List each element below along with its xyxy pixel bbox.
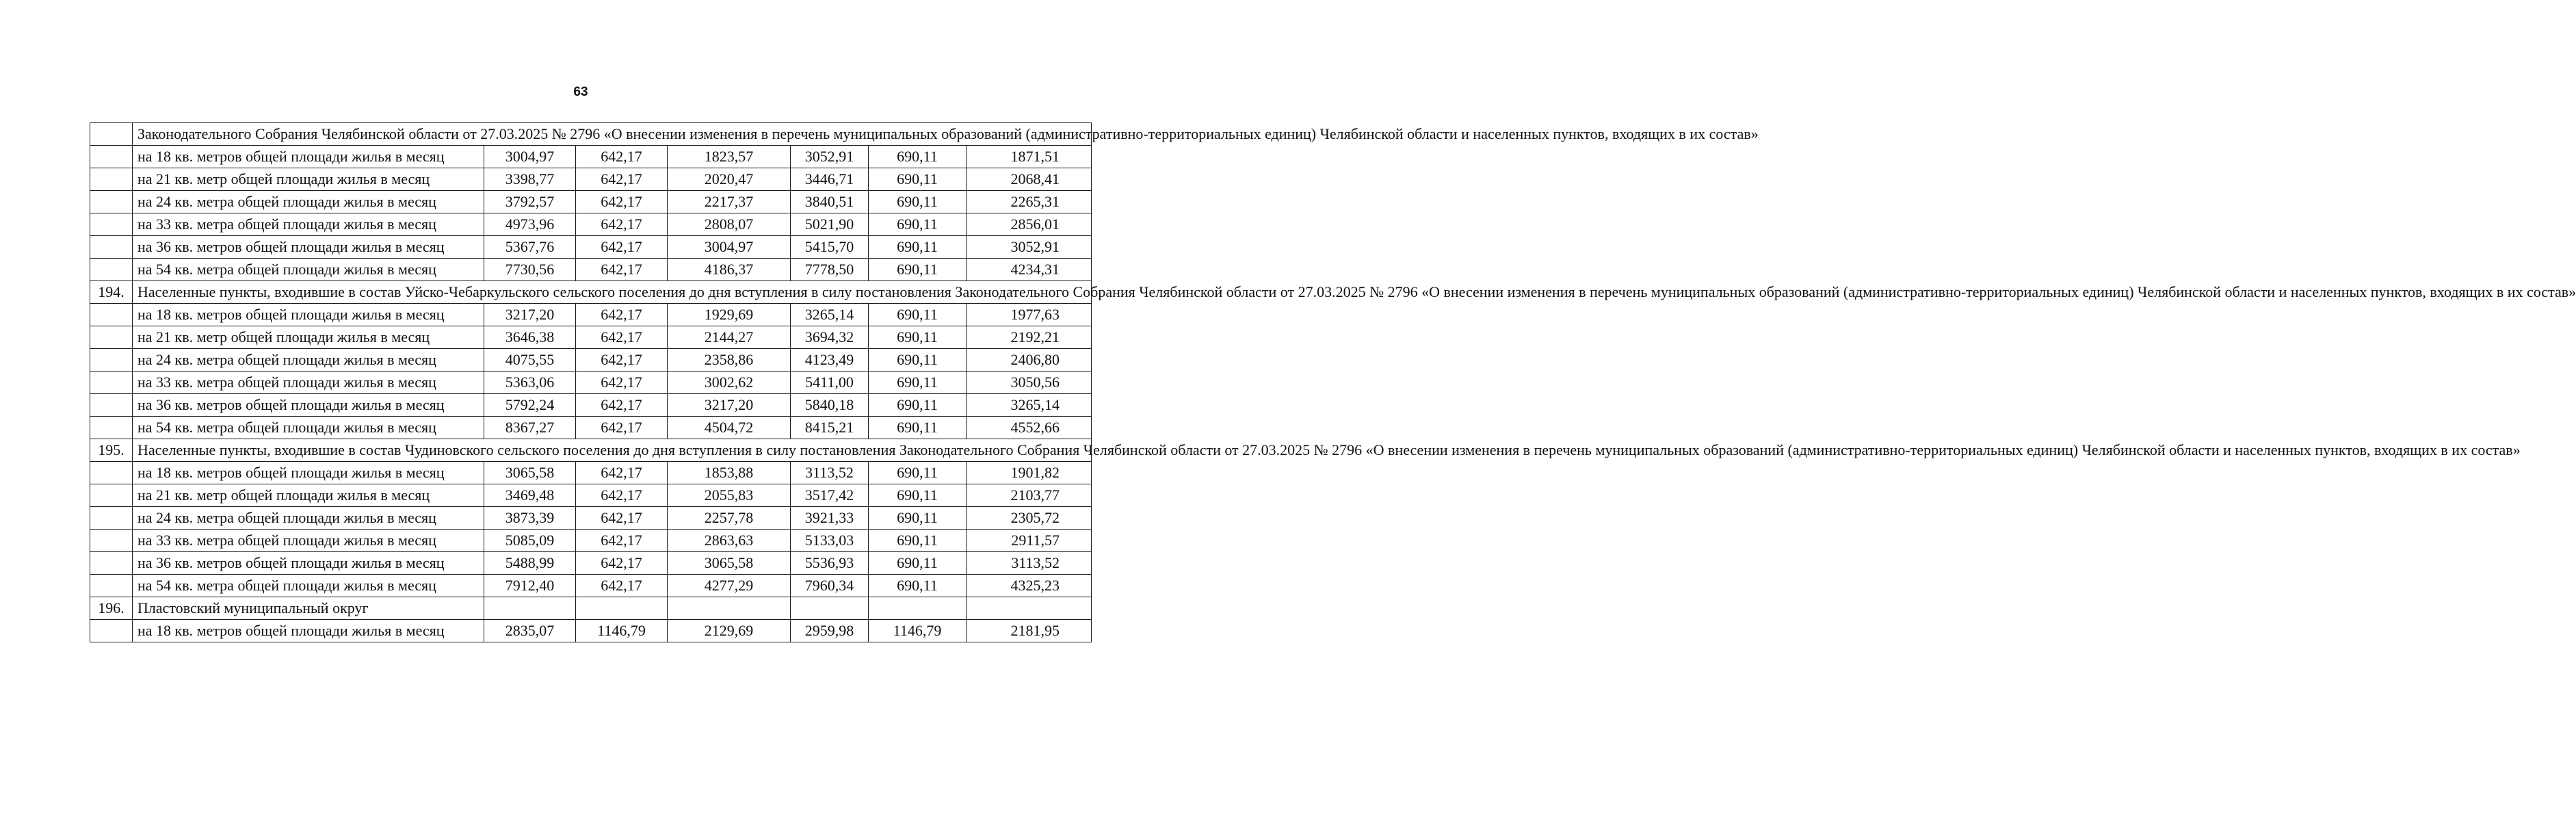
- empty-cell: [869, 597, 967, 620]
- value-cell: 2835,07: [484, 620, 576, 642]
- value-cell: 3113,52: [791, 462, 869, 484]
- value-cell: 690,11: [869, 394, 967, 417]
- value-cell: 3265,14: [791, 304, 869, 326]
- row-number: 195.: [90, 439, 133, 462]
- value-cell: 690,11: [869, 191, 967, 213]
- value-cell: 3052,91: [967, 236, 1092, 259]
- table-row: [90, 507, 1092, 530]
- table-row: [90, 349, 1092, 372]
- empty-cell: [791, 597, 869, 620]
- table-row: [90, 484, 1092, 507]
- value-cell: 3113,52: [967, 552, 1092, 575]
- value-cell: 690,11: [869, 236, 967, 259]
- value-cell: 642,17: [576, 394, 668, 417]
- value-cell: 690,11: [869, 349, 967, 372]
- table-row: [90, 213, 1092, 236]
- value-cell: 690,11: [869, 530, 967, 552]
- value-cell: 3265,14: [967, 394, 1092, 417]
- value-cell: 642,17: [576, 191, 668, 213]
- section-heading: Населенные пункты, входившие в состав Уйско-Чебаркульского сельского поселения до дня вступления в силу постановления Законодательного Собрания Челябинской области от 27.03.2025 № 2796 «О внесении изменения в перечень муниципальных образований (административно-территориальных единиц) Челябинской области и населенных пунктов, входящих в их состав»: [133, 281, 1092, 304]
- row-label: на 21 кв. метр общей площади жилья в месяц: [133, 484, 484, 507]
- value-cell: 2144,27: [668, 326, 791, 349]
- value-cell: 3398,77: [484, 168, 576, 191]
- row-number: 194.: [90, 281, 133, 304]
- value-cell: 690,11: [869, 575, 967, 597]
- value-cell: 1853,88: [668, 462, 791, 484]
- empty-cell: [576, 597, 668, 620]
- value-cell: 642,17: [576, 168, 668, 191]
- value-cell: 3646,38: [484, 326, 576, 349]
- value-cell: 690,11: [869, 326, 967, 349]
- value-cell: 3002,62: [668, 372, 791, 394]
- table-row: [90, 530, 1092, 552]
- page-number: 63: [573, 85, 588, 99]
- value-cell: 642,17: [576, 349, 668, 372]
- value-cell: 7960,34: [791, 575, 869, 597]
- value-cell: 4234,31: [967, 259, 1092, 281]
- value-cell: 3065,58: [484, 462, 576, 484]
- row-number-cell: [90, 552, 133, 575]
- value-cell: 4277,29: [668, 575, 791, 597]
- row-number-cell: [90, 484, 133, 507]
- section-heading-row: [90, 597, 1092, 620]
- value-cell: 3694,32: [791, 326, 869, 349]
- row-label: на 18 кв. метров общей площади жилья в месяц: [133, 304, 484, 326]
- row-label: на 24 кв. метра общей площади жилья в месяц: [133, 191, 484, 213]
- table-row: [90, 259, 1092, 281]
- continuation-row: [90, 123, 1092, 146]
- value-cell: 2257,78: [668, 507, 791, 530]
- value-cell: 5415,70: [791, 236, 869, 259]
- value-cell: 4973,96: [484, 213, 576, 236]
- value-cell: 5085,09: [484, 530, 576, 552]
- value-cell: 1977,63: [967, 304, 1092, 326]
- row-number-cell: [90, 462, 133, 484]
- row-number-cell: [90, 146, 133, 168]
- value-cell: 2103,77: [967, 484, 1092, 507]
- value-cell: 642,17: [576, 236, 668, 259]
- value-cell: 5411,00: [791, 372, 869, 394]
- section-heading-row: [90, 281, 1092, 304]
- value-cell: 2863,63: [668, 530, 791, 552]
- value-cell: 690,11: [869, 552, 967, 575]
- value-cell: 2129,69: [668, 620, 791, 642]
- table-row: [90, 304, 1092, 326]
- value-cell: 3217,20: [668, 394, 791, 417]
- value-cell: 4504,72: [668, 417, 791, 439]
- value-cell: 3873,39: [484, 507, 576, 530]
- value-cell: 3052,91: [791, 146, 869, 168]
- row-number-cell: [90, 123, 133, 146]
- section-heading: Населенные пункты, входившие в состав Чудиновского сельского поселения до дня вступления в силу постановления Законодательного Собрания Челябинской области от 27.03.2025 № 2796 «О внесении изменения в перечень муниципальных образований (административно-территориальных единиц) Челябинской области и населенных пунктов, входящих в их состав»: [133, 439, 1092, 462]
- table-row: [90, 146, 1092, 168]
- value-cell: 2358,86: [668, 349, 791, 372]
- value-cell: 4325,23: [967, 575, 1092, 597]
- section-heading-row: [90, 439, 1092, 462]
- value-cell: 5792,24: [484, 394, 576, 417]
- value-cell: 3517,42: [791, 484, 869, 507]
- row-number-cell: [90, 326, 133, 349]
- row-number-cell: [90, 530, 133, 552]
- value-cell: 2055,83: [668, 484, 791, 507]
- value-cell: 642,17: [576, 372, 668, 394]
- value-cell: 2808,07: [668, 213, 791, 236]
- value-cell: 3217,20: [484, 304, 576, 326]
- value-cell: 2406,80: [967, 349, 1092, 372]
- value-cell: 7730,56: [484, 259, 576, 281]
- value-cell: 642,17: [576, 213, 668, 236]
- value-cell: 642,17: [576, 507, 668, 530]
- table-row: [90, 575, 1092, 597]
- value-cell: 1146,79: [576, 620, 668, 642]
- value-cell: 7912,40: [484, 575, 576, 597]
- value-cell: 4123,49: [791, 349, 869, 372]
- value-cell: 4552,66: [967, 417, 1092, 439]
- row-number-cell: [90, 394, 133, 417]
- row-number-cell: [90, 417, 133, 439]
- row-label: на 36 кв. метров общей площади жилья в месяц: [133, 552, 484, 575]
- row-label: на 54 кв. метра общей площади жилья в месяц: [133, 259, 484, 281]
- row-label: на 24 кв. метра общей площади жилья в месяц: [133, 349, 484, 372]
- value-cell: 2192,21: [967, 326, 1092, 349]
- value-cell: 1929,69: [668, 304, 791, 326]
- value-cell: 1823,57: [668, 146, 791, 168]
- table-row: [90, 236, 1092, 259]
- value-cell: 642,17: [576, 146, 668, 168]
- row-number-cell: [90, 191, 133, 213]
- row-label: на 33 кв. метра общей площади жилья в месяц: [133, 530, 484, 552]
- value-cell: 642,17: [576, 484, 668, 507]
- value-cell: 3004,97: [484, 146, 576, 168]
- row-number-cell: [90, 236, 133, 259]
- value-cell: 8367,27: [484, 417, 576, 439]
- value-cell: 5367,76: [484, 236, 576, 259]
- value-cell: 642,17: [576, 575, 668, 597]
- value-cell: 690,11: [869, 462, 967, 484]
- value-cell: 2068,41: [967, 168, 1092, 191]
- row-label: на 54 кв. метра общей площади жилья в месяц: [133, 417, 484, 439]
- value-cell: 3050,56: [967, 372, 1092, 394]
- table-row: [90, 552, 1092, 575]
- value-cell: 2911,57: [967, 530, 1092, 552]
- value-cell: 3446,71: [791, 168, 869, 191]
- row-number-cell: [90, 304, 133, 326]
- row-label: на 33 кв. метра общей площади жилья в месяц: [133, 213, 484, 236]
- row-label: на 21 кв. метр общей площади жилья в месяц: [133, 326, 484, 349]
- value-cell: 3065,58: [668, 552, 791, 575]
- value-cell: 642,17: [576, 530, 668, 552]
- value-cell: 1871,51: [967, 146, 1092, 168]
- row-label: на 18 кв. метров общей площади жилья в месяц: [133, 620, 484, 642]
- row-label: на 33 кв. метра общей площади жилья в месяц: [133, 372, 484, 394]
- empty-cell: [967, 597, 1092, 620]
- empty-cell: [484, 597, 576, 620]
- table-row: [90, 168, 1092, 191]
- value-cell: 5488,99: [484, 552, 576, 575]
- value-cell: 4075,55: [484, 349, 576, 372]
- table-row: [90, 462, 1092, 484]
- value-cell: 2856,01: [967, 213, 1092, 236]
- value-cell: 3921,33: [791, 507, 869, 530]
- row-label: на 54 кв. метра общей площади жилья в месяц: [133, 575, 484, 597]
- value-cell: 690,11: [869, 417, 967, 439]
- value-cell: 2020,47: [668, 168, 791, 191]
- section-heading: Законодательного Собрания Челябинской области от 27.03.2025 № 2796 «О внесении изменения в перечень муниципальных образований (административно-территориальных единиц) Челябинской области и населенных пунктов, входящих в их состав»: [133, 123, 1092, 146]
- row-number-cell: [90, 349, 133, 372]
- table-row: [90, 394, 1092, 417]
- value-cell: 3840,51: [791, 191, 869, 213]
- value-cell: 2217,37: [668, 191, 791, 213]
- value-cell: 3004,97: [668, 236, 791, 259]
- value-cell: 8415,21: [791, 417, 869, 439]
- value-cell: 642,17: [576, 304, 668, 326]
- value-cell: 642,17: [576, 326, 668, 349]
- table-row: [90, 372, 1092, 394]
- row-number-cell: [90, 213, 133, 236]
- value-cell: 5021,90: [791, 213, 869, 236]
- row-number: 196.: [90, 597, 133, 620]
- value-cell: 5363,06: [484, 372, 576, 394]
- value-cell: 2959,98: [791, 620, 869, 642]
- empty-cell: [668, 597, 791, 620]
- value-cell: 5536,93: [791, 552, 869, 575]
- section-heading: Пластовский муниципальный округ: [133, 597, 484, 620]
- row-number-cell: [90, 507, 133, 530]
- value-cell: 3469,48: [484, 484, 576, 507]
- table-row: [90, 191, 1092, 213]
- row-label: на 18 кв. метров общей площади жилья в месяц: [133, 462, 484, 484]
- table-body: [90, 123, 2576, 642]
- row-number-cell: [90, 575, 133, 597]
- row-label: на 18 кв. метров общей площади жилья в месяц: [133, 146, 484, 168]
- value-cell: 3792,57: [484, 191, 576, 213]
- row-number-cell: [90, 259, 133, 281]
- table-row: [90, 417, 1092, 439]
- value-cell: 642,17: [576, 552, 668, 575]
- value-cell: 2265,31: [967, 191, 1092, 213]
- row-number-cell: [90, 372, 133, 394]
- value-cell: 690,11: [869, 213, 967, 236]
- value-cell: 1901,82: [967, 462, 1092, 484]
- value-cell: 690,11: [869, 304, 967, 326]
- row-label: на 24 кв. метра общей площади жилья в месяц: [133, 507, 484, 530]
- row-label: на 36 кв. метров общей площади жилья в месяц: [133, 394, 484, 417]
- table-row: [90, 326, 1092, 349]
- table-row: [90, 620, 1092, 642]
- value-cell: 1146,79: [869, 620, 967, 642]
- row-number-cell: [90, 168, 133, 191]
- value-cell: 4186,37: [668, 259, 791, 281]
- value-cell: 690,11: [869, 168, 967, 191]
- value-cell: 2181,95: [967, 620, 1092, 642]
- value-cell: 7778,50: [791, 259, 869, 281]
- tariff-table: [90, 122, 2576, 642]
- row-number-cell: [90, 620, 133, 642]
- value-cell: 690,11: [869, 372, 967, 394]
- value-cell: 5840,18: [791, 394, 869, 417]
- value-cell: 690,11: [869, 484, 967, 507]
- row-label: на 36 кв. метров общей площади жилья в месяц: [133, 236, 484, 259]
- value-cell: 642,17: [576, 462, 668, 484]
- value-cell: 690,11: [869, 259, 967, 281]
- value-cell: 5133,03: [791, 530, 869, 552]
- value-cell: 690,11: [869, 507, 967, 530]
- value-cell: 642,17: [576, 259, 668, 281]
- row-label: на 21 кв. метр общей площади жилья в месяц: [133, 168, 484, 191]
- value-cell: 690,11: [869, 146, 967, 168]
- value-cell: 642,17: [576, 417, 668, 439]
- value-cell: 2305,72: [967, 507, 1092, 530]
